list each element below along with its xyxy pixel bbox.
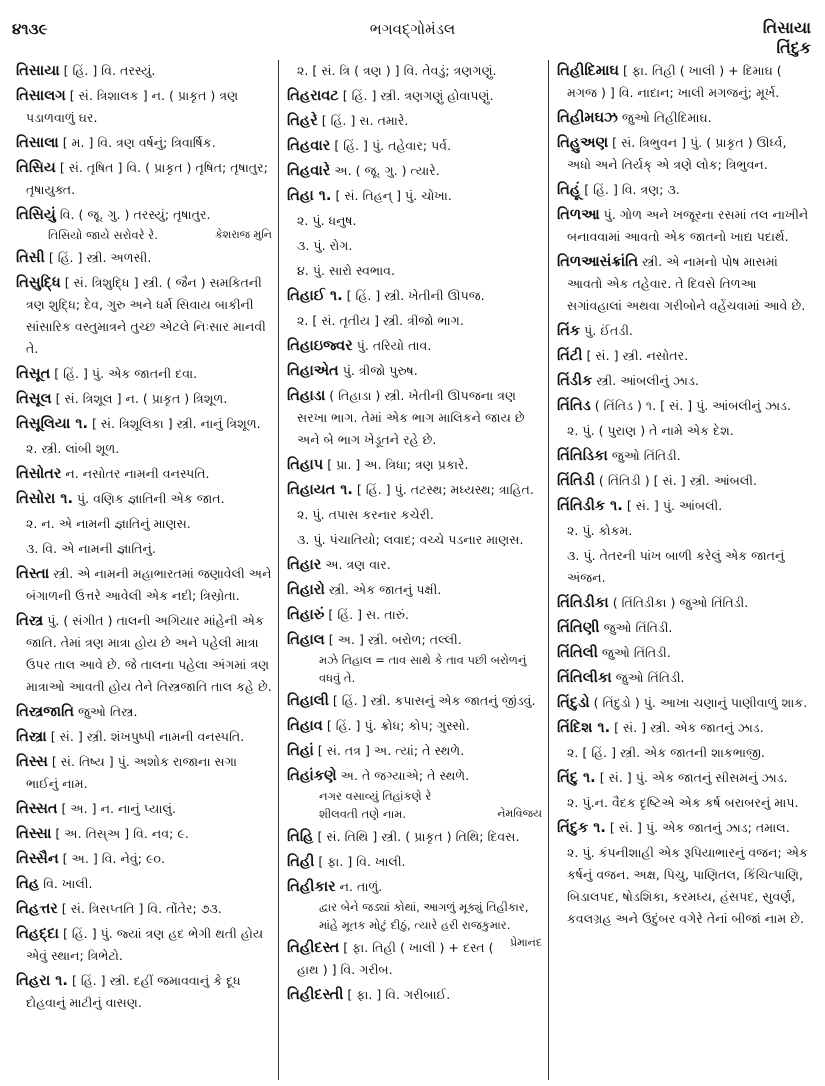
quotation: [297, 651, 542, 687]
page-number: ૪૧૩૯: [12, 20, 48, 38]
definition: [ ફા. તિહી ( ખાલી ) + દસ્ત ( હાથ ) ] વિ. ગરીબ.: [297, 940, 494, 977]
dictionary-entry: [555, 179, 812, 201]
quotation-author: પ્રેમાનંદ: [510, 936, 542, 949]
headword: તિહારો: [287, 582, 325, 598]
dictionary-entry: [285, 984, 542, 1006]
entry-subsense: [285, 210, 542, 232]
definition: [ સં. તૃષિત ] વિ. ( પ્રાકૃત ) તૃષિત; તૃષાતુર; તૃષાયુક્ત.: [26, 160, 268, 197]
headword: તિળઆસંક્રાંતિ: [557, 254, 639, 270]
definition: [ અ. તિસ્અ ] વિ. નવ; ૯.: [55, 826, 189, 841]
definition: ૨. પું. કોકમ.: [567, 523, 633, 538]
dictionary-entry: [14, 463, 272, 485]
definition: ૨. પું. તપાસ કરનાર કચેરી.: [297, 507, 434, 522]
definition: [ ફા. તિહી ( ખાલી ) + દિમાઘ ( મગજ ) ] વિ. નાદાન; ખાલી મગજનું; મૂર્ખ.: [567, 63, 782, 100]
definition: જુઓ તિસ્ત્ર.: [78, 704, 138, 719]
headword: તિહારું: [287, 607, 325, 623]
headword: તિસૂલ: [16, 391, 52, 407]
entry-subsense: [285, 260, 542, 282]
definition: પું. ( સંગીત ) તાલની અગિયાર માંહેની એક જાતિ. તેમાં ત્રણ માત્રા હોય છે અને પહેલી માત્રા ઉપર તાલ આવે છે. જે તાલના પહેલા અંગમાં ત્રણ માત્રાઓ આવતી હોય તેને તિસ્ત્રજાતિ તાલ કહે છે.: [26, 613, 272, 694]
entry-subsense: [555, 842, 812, 930]
quotation-line: માંહે મૂતક મોટું દીઠું, ત્યારે હરી રાજકુમાર. પ્રેમાનંદ: [319, 916, 542, 934]
definition: [ સં. ત્રિભુવન ] પું. ( પ્રાકૃત ) ઊર્ધ્વ, અધો અને તિર્યક્ એ ત્રણે લોક; ત્રિભુવન.: [567, 135, 787, 172]
definition: [ હિં. ] પું. જ્યાં ત્રણ હદ ભેગી થતી હોય એવું સ્થાન; ત્રિભેટો.: [26, 926, 264, 963]
definition: [ હિં. ] સ્ત્રી. અળસી.: [48, 250, 152, 265]
headword: તિસ્સૈન: [16, 851, 59, 867]
definition: [ સં. ] પું. આંબલી.: [626, 498, 723, 513]
headword: તિસાયા: [16, 63, 60, 79]
dictionary-entry: [555, 204, 812, 248]
dictionary-entry: [555, 692, 812, 714]
definition: ( તિહાડા ) સ્ત્રી. ખેતીની ઊપજના ત્રણ સરખા ભાગ. તેમાં એક ભાગ માલિકને જાય છે અને બે ભાગ ખેડૂતને રહે છે.: [297, 388, 525, 447]
definition: [ હિં. ] સ. તારું.: [328, 607, 409, 622]
headword: તિસ્ત્રજાતિ: [16, 704, 74, 720]
headword: તિહરા ૧.: [16, 973, 68, 989]
quotation-line: શીલવતી તણે નામ. નેમવિજય: [319, 807, 542, 821]
definition: [ ફા. ] વિ. ગરીબાઈ.: [347, 987, 451, 1002]
dictionary-entry: [14, 823, 272, 845]
headword: તિસ્સા: [16, 826, 52, 842]
definition: વિ. ( જૂ. ગુ. ) તરસ્યું; તૃષાતુર.: [59, 207, 211, 222]
definition: [ સં. ત્રિશૂલ ] ન. ( પ્રાકૃત ) ત્રિશૂળ.: [55, 391, 228, 406]
dictionary-entry: [285, 285, 542, 307]
dictionary-entry: [555, 395, 812, 417]
definition: ( તિંતિડીકા ) જુઓ તિંતિડી.: [612, 595, 749, 610]
book-title: ભગવદ્ગોમંડલ: [369, 20, 456, 38]
definition: પું. તરિયો તાવ.: [356, 338, 432, 353]
dictionary-entry: [285, 454, 542, 476]
dictionary-entry: [14, 923, 272, 967]
headword: તિસ્ત્ર: [16, 613, 44, 629]
dictionary-entry: [14, 363, 272, 385]
entry-subsense: [14, 438, 272, 460]
dictionary-entry: [285, 360, 542, 382]
definition: [ સં. ] સ્ત્રી. શંખપુષ્પી નામની વનસ્પતિ.: [50, 729, 245, 744]
dictionary-entry: [285, 185, 542, 207]
definition: ૩. પું. તેતરની પાંખ બાળી કરેલું એક જાતનું અંજન.: [567, 548, 785, 585]
dictionary-entry: [285, 479, 542, 501]
definition: [ સં. ] પું. એક જાતનું સીસમનું ઝાડ.: [599, 770, 788, 785]
headword: તિંતિડી: [557, 473, 595, 489]
entry-subsense: [555, 420, 812, 442]
quotation-author: કેશરાજ મુનિ: [215, 228, 272, 241]
dictionary-entry: [285, 135, 542, 157]
definition: [ હિં. ] સ્ત્રી. કપાસનું એક જાતનું જીંડવું.: [332, 693, 536, 708]
headword: તિહદ્દા: [16, 926, 59, 942]
headword: તિહા ૧.: [287, 188, 332, 204]
definition: [ હિં. ] પું. તહેવાર; પર્વ.: [334, 138, 452, 153]
definition: [ પ્રા. ] અ. ત્રિધા; ત્રણ પ્રકારે.: [327, 457, 469, 472]
dictionary-entry: [14, 873, 272, 895]
quotation: [297, 787, 542, 823]
dictionary-entry: [555, 817, 812, 839]
headword: તિસાલા: [16, 135, 59, 151]
definition: [ અ. ] ન. નાનું પ્યાલું.: [61, 801, 176, 816]
headword: તિહાડા: [287, 388, 326, 404]
dictionary-entry: [555, 107, 812, 129]
dictionary-entry: [555, 717, 812, 739]
definition: ૩. પું. પંચાતિયો; લવાદ; વચ્ચે પડનાર માણસ.: [297, 532, 524, 547]
definition: સ્ત્રી. એક જાતનું પક્ષી.: [328, 582, 442, 597]
definition: ૩. પું. રોગ.: [297, 238, 353, 253]
definition: [ અ. ] વિ. નેવું; ૯૦.: [62, 851, 165, 866]
dictionary-entry: [285, 715, 542, 737]
dictionary-entry: [285, 826, 542, 848]
definition: [ હિં. ] પું. તટસ્થ; મધ્યસ્થ; ત્રાહિત.: [356, 482, 534, 497]
definition: ૨. પું. કંપનીશાહી એક રૂપિયાભારનું વજન; એક કર્ષનું વજન. અક્ષ, પિચુ, પાણિતલ, કિંચિત્પાણિ, બિડાલપદ, ષોડશિકા, કરમધ્ય, હંસપદ, સુવર્ણ, કવલગ્રહ અને ઉદુંબર વગેરે તેનાં બીજાં નામ છે.: [567, 845, 808, 926]
entry-subsense: [555, 742, 812, 764]
entry-subsense: [285, 310, 542, 332]
definition: [ ફા. ] વિ. ખાલી.: [318, 854, 406, 869]
definition: [ સં. ] પું. એક જાતનું ઝાડ; તમાલ.: [609, 820, 790, 835]
headword: તિહવાર: [287, 138, 331, 154]
headword: તિહાં: [287, 743, 314, 759]
headword: તિહાઈ ૧.: [287, 288, 343, 304]
dictionary-entry: [555, 667, 812, 689]
definition: [ હિં. ] વિ. તરસ્યું.: [63, 63, 156, 78]
headword: તિંદુ ૧.: [557, 770, 596, 786]
headword: તિંતિડીકા: [557, 595, 609, 611]
dictionary-entry: [285, 690, 542, 712]
definition: [ હિં. ] સ. તમારે.: [321, 113, 409, 128]
definition: [ હિં. ] પું. એક જાતની દવા.: [54, 366, 198, 381]
definition: [ સં. ] સ્ત્રી. એક જાતનું ઝાડ.: [614, 720, 764, 735]
definition: [ હિં. ] પું. ક્રોધ; કોપ; ગુસ્સો.: [326, 718, 470, 733]
definition: વિ. ખાલી.: [43, 876, 93, 891]
headword: તિહાપ: [287, 457, 324, 473]
dictionary-entry: [285, 85, 542, 107]
definition: [ સં. તિષ્ય ] પું. અશોક રાજાના સગા ભાઈનું નામ.: [26, 754, 238, 791]
headword: તિળઆ: [557, 207, 600, 223]
dictionary-entry: [14, 413, 272, 435]
definition: અ. ત્રણ વાર.: [325, 557, 391, 572]
headword: તિહીદિમાઘ: [557, 63, 619, 79]
definition: [ સં. ત્રિશાલક ] ન. ( પ્રાકૃત ) ત્રણ પડાળવાળું ઘર.: [26, 88, 239, 125]
dictionary-entry: [14, 751, 272, 795]
headword: તિંટી: [557, 348, 583, 364]
headword: તિહરાવટ: [287, 88, 339, 104]
dictionary-entry: [14, 848, 272, 870]
headword: તિહૂં: [557, 182, 581, 198]
headword: તિસુદ્ધિ: [16, 275, 61, 291]
definition: જુઓ તિંતિડી.: [611, 448, 681, 463]
entry-subsense: [555, 520, 812, 542]
column-3: [548, 60, 818, 1080]
headword: તિહ: [16, 876, 40, 892]
headword: તિસૂલિયા ૧.: [16, 416, 88, 432]
dictionary-entry: [285, 110, 542, 132]
quotation-line: દ્વાર બેને જડ્યાં કોથાં, આગળું મૂક્યું તિહીકાર,: [319, 900, 529, 914]
headword: તિહાઇજ્વર: [287, 338, 353, 354]
dictionary-entry: [555, 445, 812, 467]
quotation-author: નેમવિજય: [497, 807, 542, 820]
headword: તિહુઅણ: [557, 135, 609, 151]
definition: [ અ. ] સ્ત્રી. બરોળ; તલ્લી.: [328, 632, 462, 647]
definition: [ સં. ] સ્ત્રી. નસોતર.: [586, 348, 689, 363]
headword: તિહત્તર: [16, 901, 58, 917]
dictionary-entry: [285, 937, 542, 981]
dictionary-entry: [555, 251, 812, 317]
guide-word-first: તિસાયા: [762, 18, 811, 37]
dictionary-entry: [14, 60, 272, 82]
guide-word-last: તિંદુક: [776, 38, 811, 57]
definition: ૩. વિ. એ નામની જ્ઞાતિનું.: [26, 541, 156, 556]
definition: સ્ત્રી. એ નામનો પોષ માસમાં આવતો એક તહેવાર. તે દિવસે તિળઆ સગાંવહાલાં અથવા ગરીબોને વહેંચવામાં આવે છે.: [567, 254, 806, 313]
headword: તિસ્સ: [16, 754, 48, 770]
guide-words: [763, 18, 811, 58]
dictionary-entry: [555, 592, 812, 614]
definition: પું. વણિક જ્ઞાતિની એક જાત.: [77, 491, 225, 506]
definition: [ સં. તિથિ ] સ્ત્રી. ( પ્રાકૃત ) તિથિ; દિવસ.: [317, 829, 520, 844]
definition: [ સં. ત્રિસપ્તતિ ] વિ. તોંતેર; ૭૩.: [61, 901, 222, 916]
dictionary-entry: [555, 370, 812, 392]
dictionary-entry: [14, 563, 272, 607]
definition: ૨. [ સં. ત્રિ ( ત્રણ ) ] વિ. તેવડું; ત્રણગણું.: [297, 63, 497, 78]
dictionary-entry: [14, 272, 272, 360]
definition: જુઓ તિંતિડી.: [603, 620, 673, 635]
entry-subsense: [14, 538, 272, 560]
headword: તિહીદસ્ત: [287, 940, 340, 956]
headword: તિહીકાર: [287, 879, 336, 895]
definition: ન. તાળું.: [339, 879, 383, 894]
headword: તિંદિશ ૧.: [557, 720, 611, 736]
headword: તિસિયું: [16, 207, 56, 223]
dictionary-entry: [14, 488, 272, 510]
definition: ( તિંતિડી ) [ સં. ] સ્ત્રી. આંબલી.: [598, 473, 757, 488]
dictionary-entry: [14, 970, 272, 1014]
dictionary-entry: [555, 345, 812, 367]
headword: તિંતિલીકા: [557, 670, 612, 686]
headword: તિસોરા ૧.: [16, 491, 73, 507]
headword: તિસ્તા: [16, 566, 50, 582]
dictionary-entry: [14, 204, 272, 244]
quotation: [26, 226, 272, 244]
headword: તિંદુક ૧.: [557, 820, 606, 836]
entry-subsense: [285, 235, 542, 257]
definition: જુઓ તિહીદિમાઘ.: [621, 110, 712, 125]
headword: તિસી: [16, 250, 45, 266]
dictionary-entry: [14, 798, 272, 820]
headword: તિહિ: [287, 829, 314, 845]
headword: તિહાલ: [287, 632, 325, 648]
definition: પું. ઈંતડી.: [584, 323, 633, 338]
page-header: [0, 0, 825, 60]
entry-subsense: [555, 545, 812, 589]
headword: તિંતિડિકા: [557, 448, 608, 464]
definition: પું. ગોળ અને ખજૂરના રસમાં તલ નાખીને બનાવવામાં આવતો એક જાતનો ખાદ્ય પદાર્થ.: [567, 207, 809, 244]
dictionary-entry: [14, 726, 272, 748]
definition: ન. નસોતર નામની વનસ્પતિ.: [65, 466, 210, 481]
definition: [ હિં. ] વિ. ત્રણ; ૩.: [584, 182, 680, 197]
definition: ૨. સ્ત્રી. લાંબી શૂળ.: [26, 441, 120, 456]
definition: [ સં. ત્રિશૂલિકા ] સ્ત્રી. નાનું ત્રિશૂળ.: [91, 416, 261, 431]
column-2: [278, 60, 548, 1080]
dictionary-entry: [555, 60, 812, 104]
quotation: [297, 898, 542, 949]
headword: તિંડીક: [557, 373, 593, 389]
dictionary-entry: [14, 701, 272, 723]
dictionary-entry: [555, 470, 812, 492]
headword: તિંક: [557, 323, 581, 339]
entry-subsense: [555, 792, 812, 814]
headword: તિસાલગ: [16, 88, 66, 104]
headword: તિહવારે: [287, 163, 331, 179]
dictionary-entry: [14, 85, 272, 129]
definition: [ હિં. ] સ્ત્રી. ત્રણગણું હોવાપણું.: [342, 88, 494, 103]
dictionary-entry: [285, 765, 542, 823]
headword: તિહીમઘઝ: [557, 110, 618, 126]
definition: ૨. પું. ધનુષ.: [297, 213, 357, 228]
dictionary-entry: [285, 851, 542, 873]
definition: ૨. [ હિં. ] સ્ત્રી. એક જાતની શાકભાજી.: [567, 745, 765, 760]
definition: ( તિંદુડો ) પું. આખા ચણાનું પાણીવાળું શાક.: [593, 695, 808, 710]
dictionary-entry: [285, 160, 542, 182]
dictionary-entry: [555, 495, 812, 517]
headword: તિહાંકણે: [287, 768, 337, 784]
dictionary-entry: [555, 642, 812, 664]
headword: તિહરે: [287, 113, 318, 129]
definition: અ. તે જગ્યાએ; તે સ્થળે.: [340, 768, 470, 783]
headword: તિહી: [287, 854, 315, 870]
definition: ૨. [ સં. તૃતીય ] સ્ત્રી. ત્રીજો ભાગ.: [297, 313, 464, 328]
headword: તિંદુડો: [557, 695, 590, 711]
definition: [ સં. તત્ર ] અ. ત્યાં; તે સ્થળે.: [317, 743, 465, 758]
dictionary-entry: [285, 740, 542, 762]
dictionary-entry: [285, 629, 542, 687]
entry-subsense: [14, 513, 272, 535]
dictionary-entry: [555, 320, 812, 342]
column-1: [8, 60, 278, 1080]
dictionary-entry: [285, 604, 542, 626]
dictionary-entry: [555, 617, 812, 639]
definition: જુઓ તિંતિડી.: [615, 670, 685, 685]
dictionary-entry: [555, 767, 812, 789]
headword: તિસૂત: [16, 366, 51, 382]
headword: તિહાએત: [287, 363, 339, 379]
headword: તિંતિડ: [557, 398, 591, 414]
definition: ( તિંતિડ ) ૧. [ સં. ] પું. આંબલીનું ઝાડ.: [594, 398, 791, 413]
headword: તિંતિડીક ૧.: [557, 498, 623, 514]
definition: સ્ત્રી. આંબલીનું ઝાડ.: [596, 373, 699, 388]
definition: પું. ત્રીજો પુરુષ.: [342, 363, 418, 378]
definition: ૨. ન. એ નામની જ્ઞાતિનું માણસ.: [26, 516, 191, 531]
headword: તિહાવ: [287, 718, 323, 734]
definition: ૪. પું. સારો સ્વભાવ.: [297, 263, 396, 278]
headword: તિંતિલી: [557, 645, 598, 661]
dictionary-entry: [14, 247, 272, 269]
definition: [ મ. ] વિ. ત્રણ વર્ષનું; ત્રિવાર્ષિક.: [62, 135, 216, 150]
dictionary-entry: [285, 385, 542, 451]
dictionary-entry: [14, 898, 272, 920]
definition: ૨. પું.ન. વૈદક દૃષ્ટિએ એક કર્ષ બરાબરનું માપ.: [567, 795, 799, 810]
quotation-line: મઝે તિહાલ = તાવ સાથે કે તાવ પછી બરોળનું વધવું તે.: [319, 653, 527, 685]
definition: [ સં. ત્રિશુદ્ધિ ] સ્ત્રી. ( જૈન ) સમકિતની ત્રણ શુદ્ધિ; દેવ, ગુરુ અને ધર્મ સિવાય બાકીની સાંસારિક વસ્તુમાત્રને તુચ્છ એટલે નિઃસાર માનવી તે.: [26, 275, 266, 356]
definition: ૨. પું. ( પુરાણ ) તે નામે એક દેશ.: [567, 423, 734, 438]
definition: [ હિં. ] સ્ત્રી. ખેતીની ઊપજ.: [346, 288, 485, 303]
quotation-line: તિસિયો જાયે સરોવરે રે. કેશરાજ મુનિ: [48, 228, 272, 242]
entry-subsense: [285, 60, 542, 82]
dictionary-entry: [285, 579, 542, 601]
dictionary-entry: [14, 610, 272, 698]
dictionary-entry: [285, 554, 542, 576]
headword: તિસ્ત્રા: [16, 729, 47, 745]
definition: સ્ત્રી. એ નામની મહાભારતમાં જણાવેલી અને બંગાળની ઉત્તરે આવેલી એક નદી; ત્રિસ્રોતા.: [26, 566, 272, 603]
headword: તિસિય: [16, 160, 56, 176]
definition: [ સં. તિહન્ ] પું. ચોખા.: [335, 188, 452, 203]
headword: તિસ્સત: [16, 801, 58, 817]
headword: તિહાયત ૧.: [287, 482, 353, 498]
dictionary-entry: [14, 132, 272, 154]
entry-subsense: [285, 529, 542, 551]
dictionary-entry: [555, 132, 812, 176]
dictionary-entry: [285, 335, 542, 357]
definition: [ હિં. ] સ્ત્રી. દહીં જમાવવાનું કે દૂધ દોહવાનું માટીનું વાસણ.: [26, 973, 241, 1010]
dictionary-entry: [14, 157, 272, 201]
quotation-line: નગર વસાવ્યું તિહાંકણે રે: [319, 789, 432, 803]
definition: અ. ( જૂ. ગુ. ) ત્યારે.: [334, 163, 440, 178]
dictionary-columns: [8, 60, 818, 1080]
headword: તિંતિણી: [557, 620, 600, 636]
definition: જુઓ તિંતિડી.: [601, 645, 671, 660]
headword: તિહાલી: [287, 693, 329, 709]
dictionary-entry: [14, 388, 272, 410]
headword: તિહાર: [287, 557, 322, 573]
headword: તિસોતર: [16, 466, 62, 482]
entry-subsense: [285, 504, 542, 526]
headword: તિહીદસ્તી: [287, 987, 344, 1003]
